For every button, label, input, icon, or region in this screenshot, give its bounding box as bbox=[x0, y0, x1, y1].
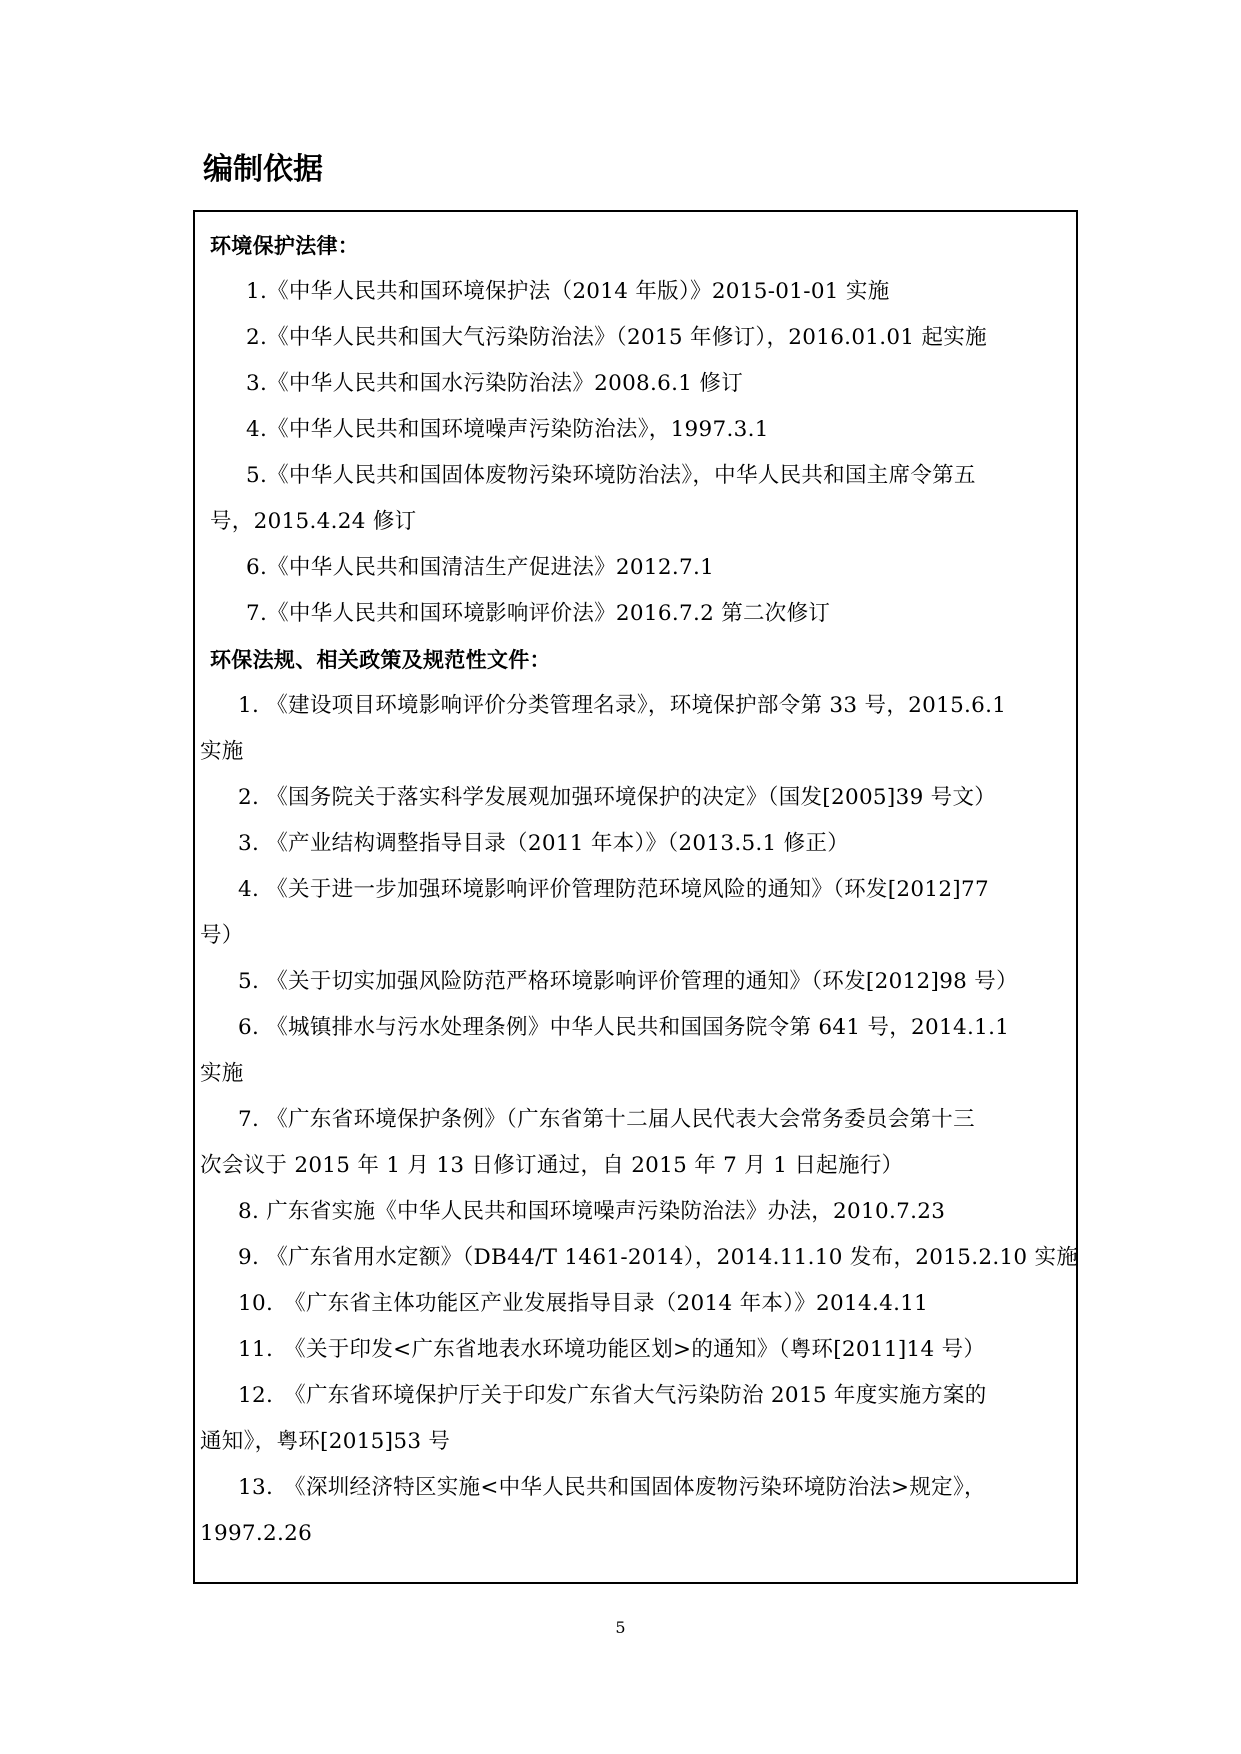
law-item-continuation: 号，2015.4.24 修订 bbox=[210, 509, 417, 534]
regulation-item-continuation: 实施 bbox=[200, 1061, 244, 1086]
regulation-item: 10. 《广东省主体功能区产业发展指导目录（2014 年本）》2014.4.11 bbox=[238, 1291, 929, 1316]
law-item: 3.《中华人民共和国水污染防治法》2008.6.1 修订 bbox=[246, 371, 743, 396]
regulation-item: 6. 《城镇排水与污水处理条例》中华人民共和国国务院令第 641 号，2014.1.1 bbox=[238, 1015, 1010, 1040]
law-item: 7.《中华人民共和国环境影响评价法》2016.7.2 第二次修订 bbox=[246, 601, 831, 626]
regulation-item: 3. 《产业结构调整指导目录（2011 年本）》（2013.5.1 修正） bbox=[238, 831, 850, 856]
law-item: 1.《中华人民共和国环境保护法（2014 年版）》2015-01-01 实施 bbox=[246, 279, 890, 304]
regulation-item-continuation: 实施 bbox=[200, 739, 244, 764]
page-heading: 编制依据 bbox=[203, 152, 323, 187]
regulation-item-continuation: 1997.2.26 bbox=[200, 1521, 313, 1546]
law-item: 2.《中华人民共和国大气污染防治法》（2015 年修订），2016.01.01 起实施 bbox=[246, 325, 987, 350]
law-item: 4.《中华人民共和国环境噪声污染防治法》，1997.3.1 bbox=[246, 417, 769, 442]
regulation-item-continuation: 通知》，粤环[2015]53 号 bbox=[200, 1429, 451, 1454]
law-item: 5.《中华人民共和国固体废物污染环境防治法》，中华人民共和国主席令第五 bbox=[246, 463, 976, 488]
regulation-item: 8. 广东省实施《中华人民共和国环境噪声污染防治法》办法，2010.7.23 bbox=[238, 1199, 946, 1224]
regulation-item: 13. 《深圳经济特区实施<中华人民共和国固体废物污染环境防治法>规定》， bbox=[238, 1475, 986, 1500]
section-title-regulations: 环保法规、相关政策及规范性文件： bbox=[210, 648, 551, 672]
regulation-item: 4. 《关于进一步加强环境影响评价管理防范环境风险的通知》（环发[2012]77 bbox=[238, 877, 989, 902]
regulation-item: 12. 《广东省环境保护厅关于印发广东省大气污染防治 2015 年度实施方案的 bbox=[238, 1383, 987, 1408]
regulation-item-continuation: 次会议于 2015 年 1 月 13 日修订通过，自 2015 年 7 月 1 日起施行） bbox=[200, 1153, 904, 1178]
regulation-item: 7. 《广东省环境保护条例》（广东省第十二届人民代表大会常务委员会第十三 bbox=[238, 1107, 975, 1132]
regulation-item: 11. 《关于印发<广东省地表水环境功能区划>的通知》（粤环[2011]14 号） bbox=[238, 1337, 986, 1362]
content-box bbox=[193, 210, 1078, 1584]
regulation-item: 2. 《国务院关于落实科学发展观加强环境保护的决定》（国发[2005]39 号文） bbox=[238, 785, 997, 810]
page-number: 5 bbox=[615, 1618, 626, 1637]
regulation-item: 9. 《广东省用水定额》（DB44/T 1461-2014），2014.11.10 发布，2015.2.10 实施 bbox=[238, 1245, 1079, 1270]
section-title-laws: 环境保护法律： bbox=[210, 234, 360, 258]
law-item: 6.《中华人民共和国清洁生产促进法》2012.7.1 bbox=[246, 555, 715, 580]
regulation-item: 1. 《建设项目环境影响评价分类管理名录》，环境保护部令第 33 号，2015.6.1 bbox=[238, 693, 1007, 718]
regulation-item: 5. 《关于切实加强风险防范严格环境影响评价管理的通知》（环发[2012]98 号） bbox=[238, 969, 1018, 994]
regulation-item-continuation: 号） bbox=[200, 923, 244, 948]
